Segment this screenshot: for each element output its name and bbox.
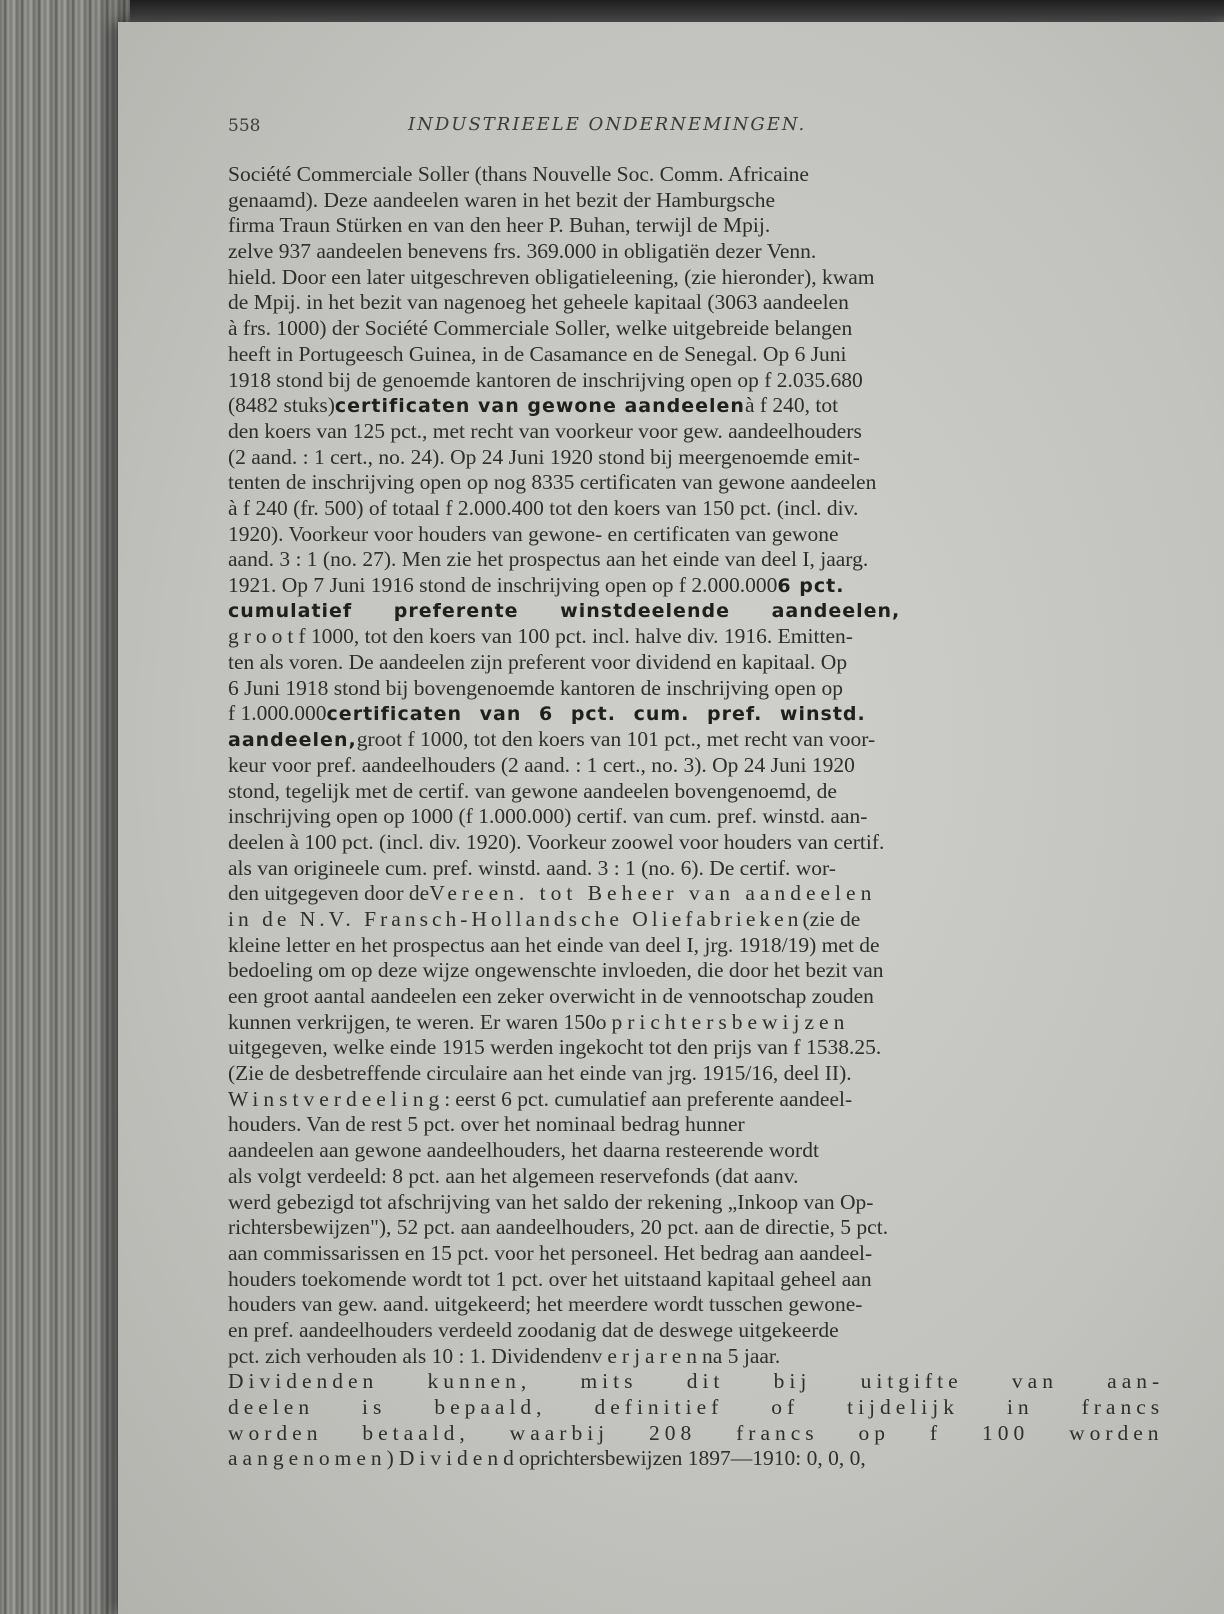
text-line	[228, 1292, 1164, 1318]
text-line	[228, 213, 1164, 239]
text-line	[228, 1267, 1164, 1293]
text-line	[228, 419, 1164, 445]
text-line	[228, 701, 1164, 727]
text-line	[228, 1446, 1164, 1472]
text-run: genaamd). Deze aandeelen waren in het bezit der Hamburgsche	[228, 187, 775, 212]
text-line	[228, 316, 1164, 342]
text-line	[228, 470, 1164, 496]
text-run: firma Traun Stürken en van den heer P. Buhan, terwijl de Mpij.	[228, 213, 771, 238]
spaced-text-run: Dividend	[398, 1446, 519, 1471]
text-line	[228, 779, 1164, 805]
text-run: aan commissarissen en 15 pct. voor het personeel. Het bedrag aan aandeel-	[228, 1240, 873, 1265]
text-run: den uitgegeven door de	[228, 881, 430, 906]
spaced-text-run: oprichtersbewijzen	[595, 1009, 850, 1034]
book-page-edges	[0, 0, 130, 1614]
text-line	[228, 624, 1164, 650]
text-line	[228, 265, 1164, 291]
text-line	[228, 342, 1164, 368]
running-title: INDUSTRIEELE ONDERNEMINGEN.	[408, 114, 807, 135]
text-run: werd gebezigd tot afschrijving van het saldo der rekening „Inkoop van Op-	[228, 1189, 874, 1214]
text-run: ten als voren. De aandeelen zijn preferent voor dividend en kapitaal. Op	[228, 650, 848, 675]
text-line	[228, 1190, 1164, 1216]
text-line	[228, 162, 1164, 188]
text-run: f 1.000.000	[228, 701, 327, 726]
paper-sheet	[118, 22, 1224, 1614]
text-run: Société Commerciale Soller (thans Nouvelle Soc. Comm. Africaine	[228, 162, 809, 186]
text-run: houders. Van de rest 5 pct. over het nominaal bedrag hunner	[228, 1112, 745, 1137]
text-line	[228, 188, 1164, 214]
text-run: groot f 1000, tot den koers van 101 pct., met recht van voor-	[356, 727, 876, 752]
text-run: hield. Door een later uitgeschreven obligatieleening, (zie hieronder), kwam	[228, 264, 875, 289]
text-run: deelen à 100 pct. (incl. div. 1920). Voorkeur zoowel voor houders van certif.	[228, 829, 885, 854]
text-line	[228, 496, 1164, 522]
text-line	[228, 830, 1164, 856]
page-header	[228, 116, 1148, 146]
text-run: eerst 6 pct. cumulatief aan preferente aandeel-	[455, 1086, 853, 1111]
text-run: à frs. 1000) der Société Commerciale Soller, welke uitgebreide belangen	[228, 316, 853, 341]
text-run: inschrijving open op 1000 (f 1.000.000) certif. van cum. pref. winstd. aan-	[228, 804, 868, 829]
text-line	[228, 522, 1164, 548]
text-run: (2 aand. : 1 cert., no. 24). Op 24 Juni 1920 stond bij meergenoemde emit-	[228, 444, 860, 469]
text-line	[228, 393, 1164, 419]
text-line	[228, 1087, 1164, 1113]
text-run: kleine letter en het prospectus aan het einde van deel I, jrg. 1918/19) met de	[228, 932, 880, 957]
text-line	[228, 239, 1164, 265]
text-line	[228, 1061, 1164, 1087]
text-run: oprichtersbewijzen 1897—1910: 0, 0, 0,	[518, 1446, 866, 1471]
text-run: houders toekomende wordt tot 1 pct. over het uitstaand kapitaal geheel aan	[228, 1266, 872, 1291]
text-line	[228, 1395, 1164, 1421]
spaced-text-run: groot	[228, 624, 299, 649]
text-line	[228, 856, 1164, 882]
text-line	[228, 1369, 1164, 1395]
text-run: bedoeling om op deze wijze ongewenschte invloeden, die door het bezit van	[228, 958, 884, 983]
text-run: als volgt verdeeld: 8 pct. aan het algemeen reservefonds (dat aanv.	[228, 1163, 799, 1188]
text-run: à f 240 (fr. 500) of totaal f 2.000.400 tot den koers van 150 pct. (incl. div.	[228, 495, 859, 520]
text-line	[228, 984, 1164, 1010]
text-run: 6 Juni 1918 stond bij bovengenoemde kantoren de inschrijving open op	[228, 675, 844, 700]
text-run: kunnen verkrijgen, te weren. Er waren 150	[228, 1009, 596, 1034]
spaced-text-run: worden betaald, waarbij 208 francs op f 100 worden	[228, 1420, 1164, 1445]
text-run: richtersbewijzen"), 52 pct. aan aandeelhouders, 20 pct. aan de directie, 5 pct.	[228, 1215, 889, 1240]
text-run: de Mpij. in het bezit van nagenoeg het geheele kapitaal (3063 aandeelen	[228, 290, 849, 315]
text-run: na 5 jaar.	[702, 1343, 781, 1368]
text-line	[228, 881, 1164, 907]
text-line	[228, 1138, 1164, 1164]
text-run: 1921. Op 7 Juni 1916 stond de inschrijving open op f 2.000.000	[228, 573, 778, 597]
text-line	[228, 445, 1164, 471]
text-line	[228, 958, 1164, 984]
bold-text-run: certificaten van 6 pct. cum. pref. winstd.	[326, 703, 866, 726]
text-run: 1920). Voorkeur voor houders van gewone- en certificaten van gewone	[228, 521, 839, 546]
bold-text-run: 6 pct.	[777, 575, 845, 597]
spaced-text-run: deelen is bepaald, definitief of tijdelijk in francs	[228, 1395, 1165, 1419]
spaced-text-run: in de N.V. Fransch-Hollandsche Oliefabrieken	[228, 906, 803, 931]
text-line	[228, 573, 1164, 599]
text-line	[228, 1318, 1164, 1344]
text-run: stond, tegelijk met de certif. van gewone aandeelen bovengenoemd, de	[228, 778, 837, 803]
text-line	[228, 290, 1164, 316]
text-run: à f 240, tot	[744, 393, 839, 418]
text-run: zelve 937 aandeelen benevens frs. 369.000 in obligatiën dezer Venn.	[228, 239, 817, 264]
text-run: den koers van 125 pct., met recht van voorkeur voor gew. aandeelhouders	[228, 418, 862, 443]
spaced-text-run: Winstverdeeling:	[228, 1086, 456, 1111]
text-run: tenten de inschrijving open op nog 8335 certificaten van gewone aandeelen	[228, 470, 877, 495]
text-run: als van origineele cum. pref. winstd. aand. 3 : 1 (no. 6). De certif. wor-	[228, 855, 836, 880]
text-line	[228, 1164, 1164, 1190]
spaced-text-run: verjaren	[591, 1343, 703, 1368]
text-line	[228, 753, 1164, 779]
text-line	[228, 1215, 1164, 1241]
page-number: 558	[228, 116, 261, 136]
bold-text-run: cumulatief preferente winstdeelende aandeelen,	[228, 599, 901, 622]
bold-text-run: certificaten van gewone aandeelen	[334, 395, 745, 418]
text-line	[228, 676, 1164, 702]
text-run: uitgegeven, welke einde 1915 werden ingekocht tot den prijs van f 1538.25.	[228, 1035, 882, 1060]
text-run: 1918 stond bij de genoemde kantoren de inschrijving open op f 2.035.680	[228, 367, 863, 392]
spaced-text-run: Dividenden kunnen, mits dit bij uitgifte van aan-	[228, 1369, 1165, 1394]
text-line	[228, 1010, 1164, 1036]
text-run: een groot aantal aandeelen een zeker overwicht in de vennootschap zouden	[228, 984, 874, 1008]
text-line	[228, 933, 1164, 959]
text-line	[228, 804, 1164, 830]
spaced-text-run: Vereen. tot Beheer van aandeelen	[429, 881, 877, 906]
text-run: (zie de	[802, 906, 861, 931]
text-run: heeft in Portugeesch Guinea, in de Casamance en de Senegal. Op 6 Juni	[228, 341, 847, 366]
text-line	[228, 599, 1164, 625]
text-run: f 1000, tot den koers van 100 pct. incl. halve div. 1916. Emitten-	[298, 624, 853, 649]
text-run: houders van gew. aand. uitgekeerd; het meerdere wordt tusschen gewone-	[228, 1292, 863, 1317]
text-run: aand. 3 : 1 (no. 27). Men zie het prospectus aan het einde van deel I, jaarg.	[228, 547, 869, 572]
text-line	[228, 650, 1164, 676]
text-run: keur voor pref. aandeelhouders (2 aand. : 1 cert., no. 3). Op 24 Juni 1920	[228, 752, 855, 777]
text-run: aandeelen aan gewone aandeelhouders, het daarna resteerende wordt	[228, 1138, 819, 1163]
text-line	[228, 907, 1164, 933]
text-run: (Zie de desbetreffende circulaire aan het einde van jrg. 1915/16, deel II).	[228, 1061, 852, 1086]
text-line	[228, 368, 1164, 394]
text-line	[228, 547, 1164, 573]
text-line	[228, 1421, 1164, 1447]
bold-text-run: aandeelen,	[228, 729, 357, 752]
text-line	[228, 1112, 1164, 1138]
body-text	[228, 162, 1164, 1472]
text-run: en pref. aandeelhouders verdeeld zoodanig dat de deswege uitgekeerde	[228, 1317, 839, 1342]
text-line	[228, 1344, 1164, 1370]
spaced-text-run: aangenomen)	[228, 1446, 399, 1471]
text-run: pct. zich verhouden als 10 : 1. Dividenden	[228, 1343, 592, 1368]
text-line	[228, 1241, 1164, 1267]
text-run: (8482 stuks)	[228, 393, 335, 418]
text-line	[228, 727, 1164, 753]
text-line	[228, 1035, 1164, 1061]
